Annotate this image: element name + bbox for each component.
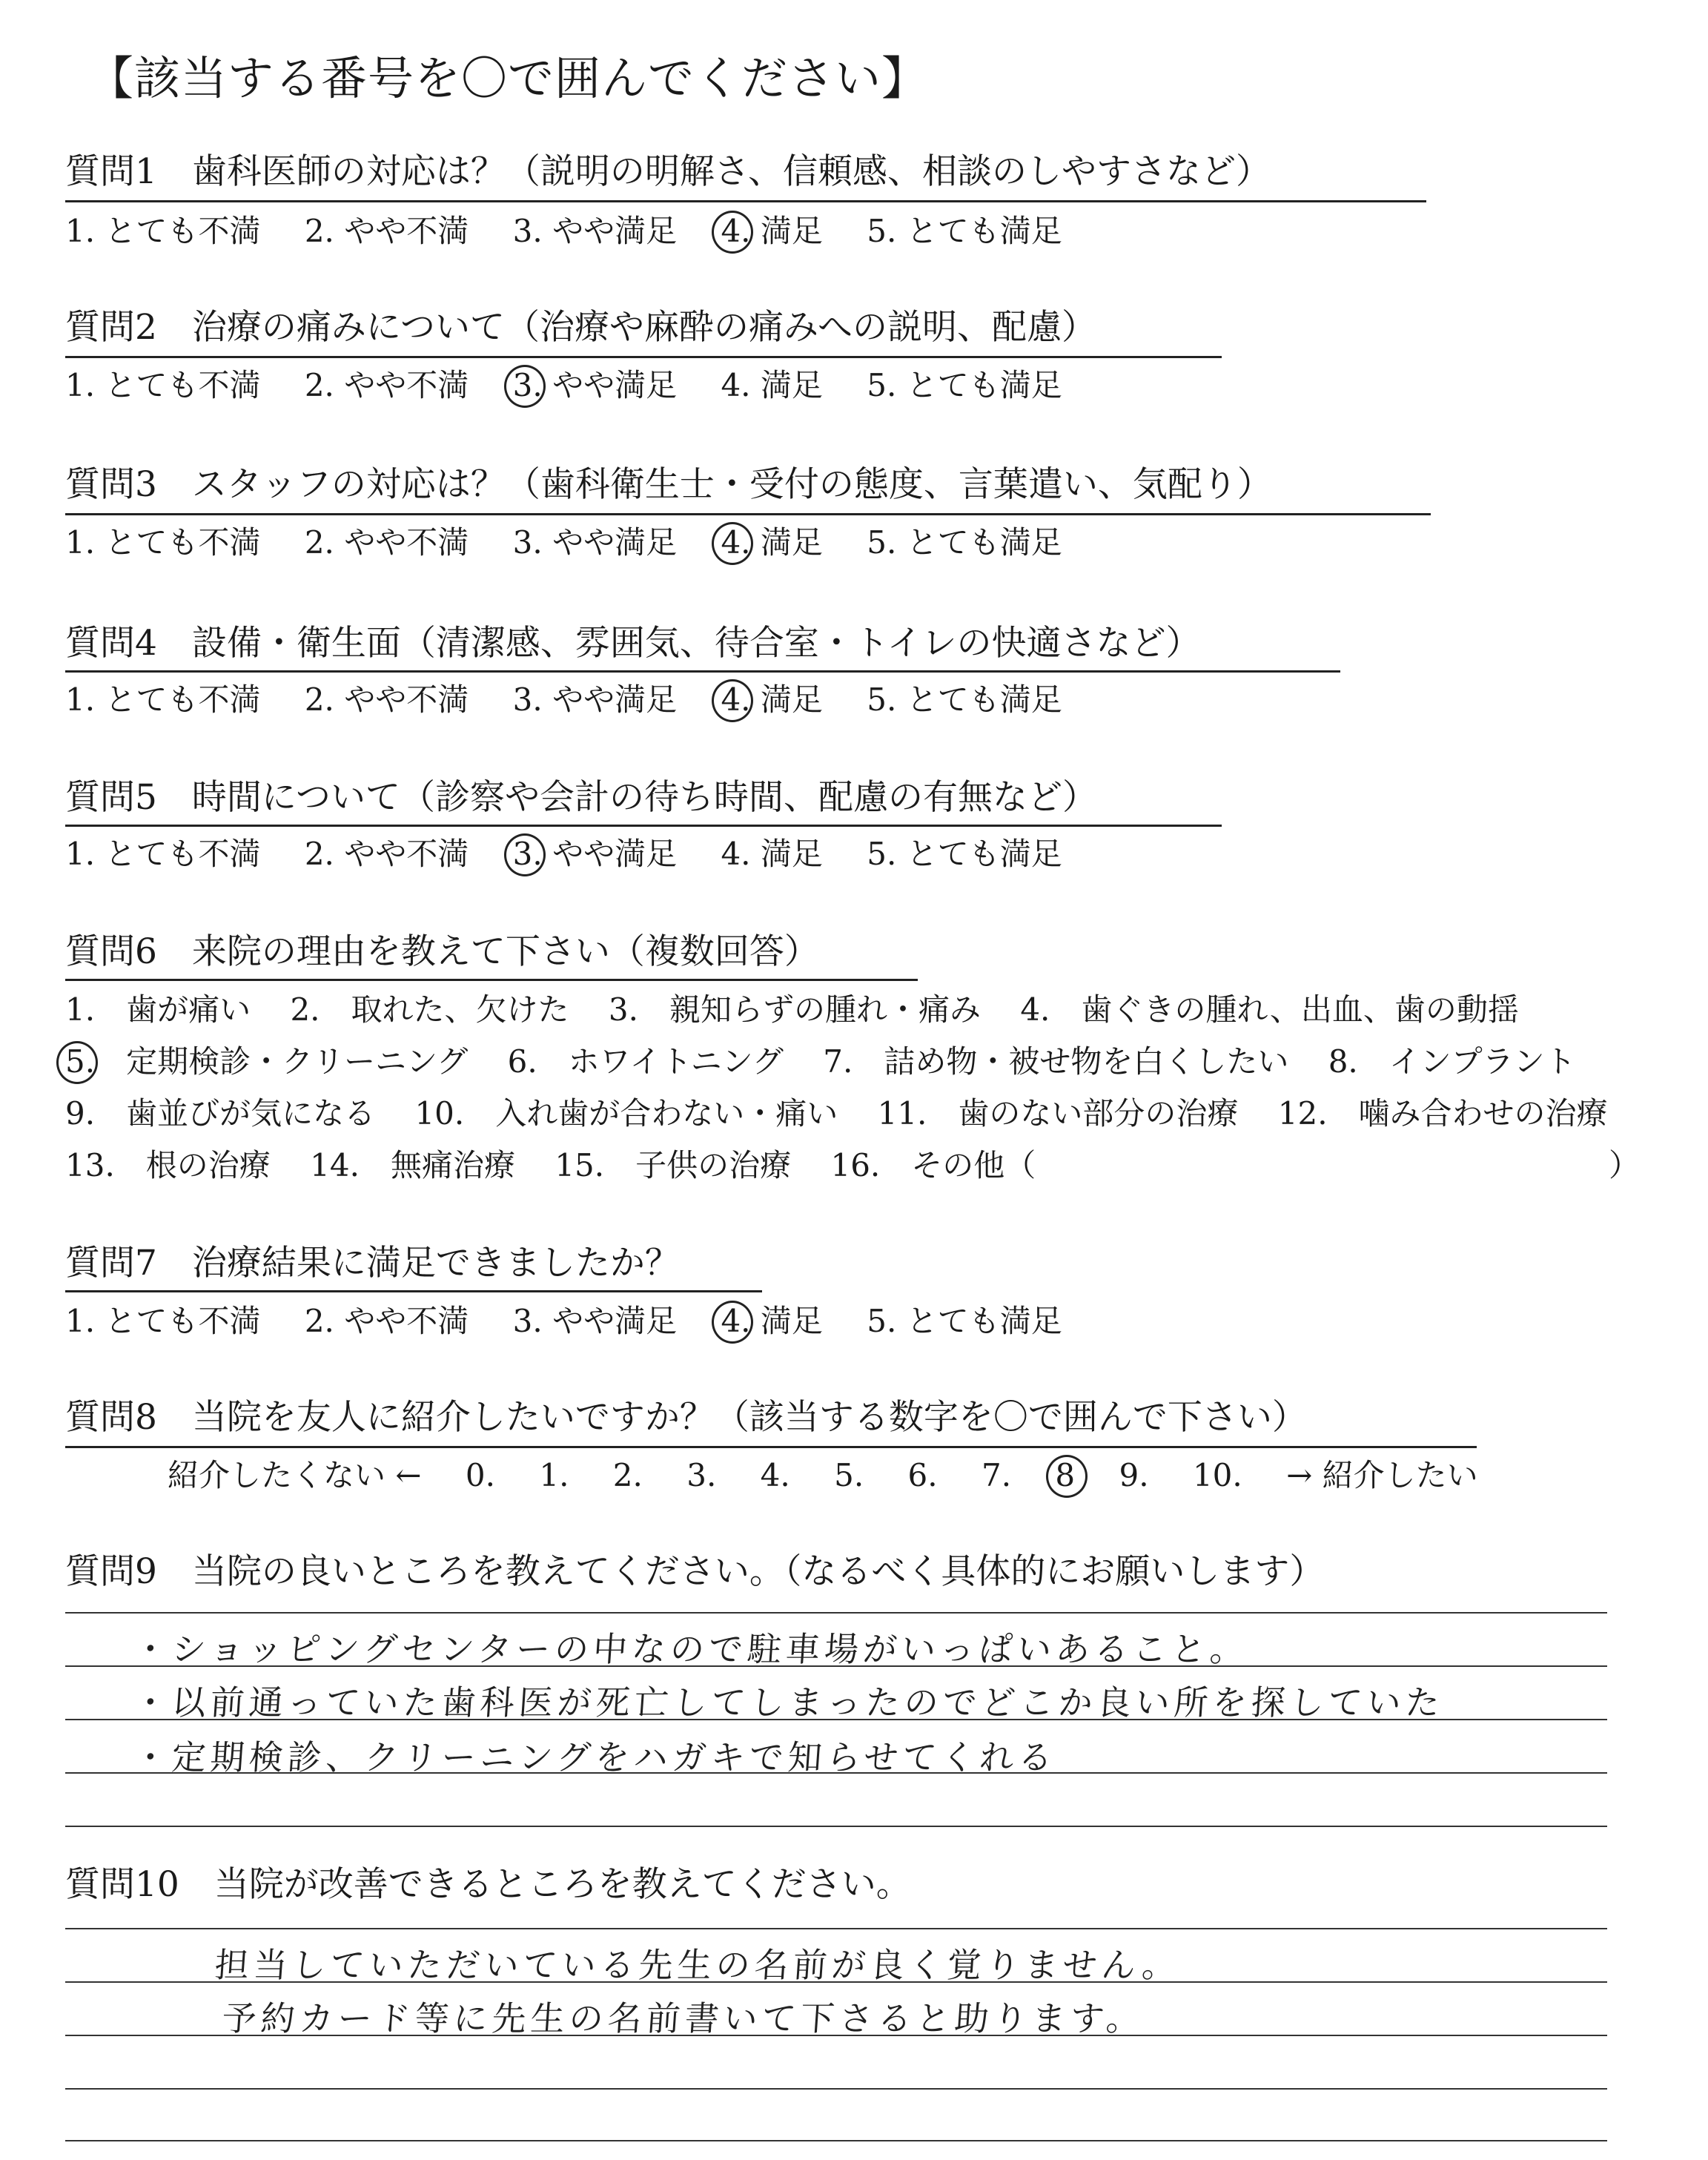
q10-answer-2: 予約カード等に先生の名前書いて下さると助ります。 — [220, 1998, 1147, 2038]
q2-option-2-num[interactable]: 2. — [304, 367, 334, 403]
q6-option-16[interactable]: 16. その他（ — [830, 1147, 1036, 1183]
question-8-scale — [168, 1453, 1478, 1498]
question-7-underline — [65, 1290, 762, 1292]
q10-answer-1: 担当していただいている先生の名前が良く覚りません。 — [213, 1945, 1182, 1985]
q7-option-2-text: やや不満 — [344, 1303, 469, 1339]
q4-option-3-text: やや満足 — [552, 681, 678, 718]
q5-option-4-text: 満足 — [760, 836, 823, 872]
q6-option-5-circled[interactable]: 5. 定期検診・クリーニング — [65, 1040, 468, 1084]
q8-option-1[interactable]: 1. — [539, 1457, 569, 1493]
q4-option-1-text: とても不満 — [105, 681, 261, 718]
q8-option-3[interactable]: 3. — [686, 1457, 717, 1493]
q6-option-15[interactable]: 15. 子供の治療 — [555, 1147, 792, 1183]
q1-option-1-num[interactable]: 1. — [65, 213, 96, 249]
q3-option-1-text: とても不満 — [105, 524, 261, 561]
q1-option-4-text: 満足 — [760, 213, 823, 249]
question-4-label: 質問4 設備・衛生面（清潔感、雰囲気、待合室・トイレの快適さなど） — [65, 623, 1201, 664]
q7-option-2-num[interactable]: 2. — [304, 1303, 334, 1339]
q7-option-1-num[interactable]: 1. — [65, 1303, 96, 1339]
question-3-label: 質問3 スタッフの対応は？（歯科衛生士・受付の態度、言葉遣い、気配り） — [65, 464, 1272, 505]
q9-answer-1: ・ショッピングセンターの中なので駐車場がいっぱいあること。 — [131, 1629, 1251, 1669]
q4-option-3-num[interactable]: 3. — [512, 681, 543, 718]
q5-option-3-text: やや満足 — [552, 836, 678, 872]
q8-option-9[interactable]: 9. — [1119, 1457, 1149, 1493]
q3-option-1-num[interactable]: 1. — [65, 524, 96, 561]
q9-answer-line-1 — [65, 1612, 1607, 1614]
q1-option-5-num[interactable]: 5. — [867, 213, 897, 249]
question-8-label: 質問8 当院を友人に紹介したいですか？（該当する数字を〇で囲んで下さい） — [65, 1397, 1307, 1438]
q7-option-5-num[interactable]: 5. — [867, 1303, 897, 1339]
question-6-underline — [65, 979, 918, 981]
question-2-label: 質問2 治療の痛みについて（治療や麻酔の痛みへの説明、配慮） — [65, 307, 1097, 348]
q8-option-4[interactable]: 4. — [760, 1457, 790, 1493]
q2-option-3-text: やや満足 — [552, 367, 678, 403]
q4-option-5-num[interactable]: 5. — [867, 681, 897, 718]
q6-row-1 — [65, 988, 1519, 1032]
question-7-label: 質問7 治療結果に満足できましたか？ — [65, 1243, 680, 1284]
q6-option-10[interactable]: 10. 入れ歯が合わない・痛い — [414, 1095, 838, 1132]
question-3-underline — [65, 513, 1431, 515]
question-3-options — [65, 521, 1062, 565]
q6-option-7[interactable]: 7. 詰め物・被せ物を白くしたい — [823, 1043, 1289, 1080]
q8-option-0[interactable]: 0. — [465, 1457, 495, 1493]
q1-option-1-text: とても不満 — [105, 213, 261, 249]
q2-option-1-text: とても不満 — [105, 367, 261, 403]
q10-answer-line-1 — [65, 1928, 1607, 1929]
q1-option-3-text: やや満足 — [552, 213, 678, 249]
q9-answer-line-5 — [65, 1826, 1607, 1827]
q6-option-12[interactable]: 12. 噛み合わせの治療 — [1277, 1095, 1608, 1132]
q6-option-9[interactable]: 9. 歯並びが気になる — [65, 1095, 376, 1132]
q2-option-3-num-circled[interactable]: 3. — [513, 363, 543, 408]
q1-option-4-num-circled[interactable]: 4. — [721, 209, 750, 254]
question-8-underline — [65, 1446, 1477, 1448]
question-1-label: 質問1 歯科医師の対応は？（説明の明解さ、信頼感、相談のしやすさなど） — [65, 151, 1271, 192]
question-6-label: 質問6 来院の理由を教えて下さい（複数回答） — [65, 931, 819, 972]
q1-option-5-text: とても満足 — [906, 213, 1062, 249]
q5-option-5-num[interactable]: 5. — [867, 836, 897, 872]
q2-option-4-num[interactable]: 4. — [721, 367, 751, 403]
q2-option-2-text: やや不満 — [344, 367, 469, 403]
q6-row-2 — [65, 1040, 1576, 1084]
question-9-label: 質問9 当院の良いところを教えてください。（なるべく具体的にお願いします） — [65, 1551, 1325, 1592]
q3-option-4-num-circled[interactable]: 4. — [721, 521, 750, 565]
q4-option-2-num[interactable]: 2. — [304, 681, 334, 718]
q8-option-7[interactable]: 7. — [981, 1457, 1012, 1493]
q8-option-10[interactable]: 10. — [1192, 1457, 1242, 1493]
q3-option-3-num[interactable]: 3. — [512, 524, 543, 561]
q7-option-5-text: とても満足 — [906, 1303, 1062, 1339]
question-5-options — [65, 832, 1062, 876]
q6-option-2[interactable]: 2. 取れた、欠けた — [290, 991, 569, 1028]
q6-option-8[interactable]: 8. インプラント — [1328, 1043, 1576, 1080]
q1-option-2-num[interactable]: 2. — [304, 213, 334, 249]
question-7-options — [65, 1299, 1062, 1344]
q8-option-8-circled[interactable]: 8 — [1055, 1453, 1075, 1498]
q1-option-2-text: やや不満 — [344, 213, 469, 249]
q3-option-5-num[interactable]: 5. — [867, 524, 897, 561]
q4-option-5-text: とても満足 — [906, 681, 1062, 718]
q3-option-4-text: 満足 — [760, 524, 823, 561]
q3-option-3-text: やや満足 — [552, 524, 678, 561]
q4-option-4-text: 満足 — [760, 681, 823, 718]
q8-option-2[interactable]: 2. — [612, 1457, 643, 1493]
q6-other-close-paren: ） — [1609, 1147, 1641, 1183]
q5-option-2-text: やや不満 — [344, 836, 469, 872]
q5-option-2-num[interactable]: 2. — [304, 836, 334, 872]
q2-option-4-text: 満足 — [760, 367, 823, 403]
q5-option-5-text: とても満足 — [906, 836, 1062, 872]
question-10-label: 質問10 当院が改善できるところを教えてください。 — [65, 1864, 911, 1905]
question-1-options — [65, 209, 1062, 254]
q8-left-label: 紹介したくない ← — [168, 1457, 422, 1493]
q2-option-1-num[interactable]: 1. — [65, 367, 96, 403]
q6-option-13[interactable]: 13. 根の治療 — [65, 1147, 271, 1183]
q6-option-1[interactable]: 1. 歯が痛い — [65, 991, 251, 1028]
q7-option-4-text: 満足 — [760, 1303, 823, 1339]
q5-option-4-num[interactable]: 4. — [721, 836, 751, 872]
q4-option-2-text: やや不満 — [344, 681, 469, 718]
question-5-label: 質問5 時間について（診察や会計の待ち時間、配慮の有無など） — [65, 777, 1097, 818]
q4-option-1-num[interactable]: 1. — [65, 681, 96, 718]
q5-option-1-text: とても不満 — [105, 836, 261, 872]
question-4-underline — [65, 670, 1340, 673]
q9-answer-2: ・以前通っていた歯科医が死亡してしまったのでどこか良い所を探していた — [131, 1682, 1446, 1723]
q6-option-3[interactable]: 3. 親知らずの腫れ・痛み — [608, 991, 981, 1028]
q10-answer-line-5 — [65, 2140, 1607, 2141]
q8-option-6[interactable]: 6. — [907, 1457, 938, 1493]
question-1-underline — [65, 200, 1426, 202]
q3-option-2-num[interactable]: 2. — [304, 524, 334, 561]
q7-option-3-num[interactable]: 3. — [512, 1303, 543, 1339]
q6-option-11[interactable]: 11. 歯のない部分の治療 — [877, 1095, 1239, 1132]
q3-option-5-text: とても満足 — [906, 524, 1062, 561]
question-4-options — [65, 678, 1062, 722]
q6-row-4 — [65, 1143, 1036, 1188]
q6-option-4[interactable]: 4. 歯ぐきの腫れ、出血、歯の動揺 — [1020, 991, 1519, 1028]
question-2-underline — [65, 356, 1222, 358]
q6-option-6[interactable]: 6. ホワイトニング — [507, 1043, 784, 1080]
q7-option-3-text: やや満足 — [552, 1303, 678, 1339]
q7-option-1-text: とても不満 — [105, 1303, 261, 1339]
q2-option-5-num[interactable]: 5. — [867, 367, 897, 403]
q6-option-14[interactable]: 14. 無痛治療 — [310, 1147, 515, 1183]
q8-right-label: → 紹介したい — [1286, 1457, 1478, 1493]
question-5-underline — [65, 825, 1222, 827]
q6-row-3 — [65, 1091, 1608, 1136]
q7-option-4-num-circled[interactable]: 4. — [721, 1299, 750, 1344]
q2-option-5-text: とても満足 — [906, 367, 1062, 403]
q5-option-3-num-circled[interactable]: 3. — [513, 832, 543, 876]
q9-answer-3: ・定期検診、クリーニングをハガキで知らせてくれる — [131, 1737, 1059, 1777]
q1-option-3-num[interactable]: 3. — [512, 213, 543, 249]
q10-answer-line-4 — [65, 2088, 1607, 2090]
page-title: 【該当する番号を〇で囲んでください】 — [87, 51, 929, 105]
q3-option-2-text: やや不満 — [344, 524, 469, 561]
q5-option-1-num[interactable]: 1. — [65, 836, 96, 872]
q4-option-4-num-circled[interactable]: 4. — [721, 678, 750, 722]
question-2-options — [65, 363, 1062, 408]
q8-option-5[interactable]: 5. — [834, 1457, 864, 1493]
